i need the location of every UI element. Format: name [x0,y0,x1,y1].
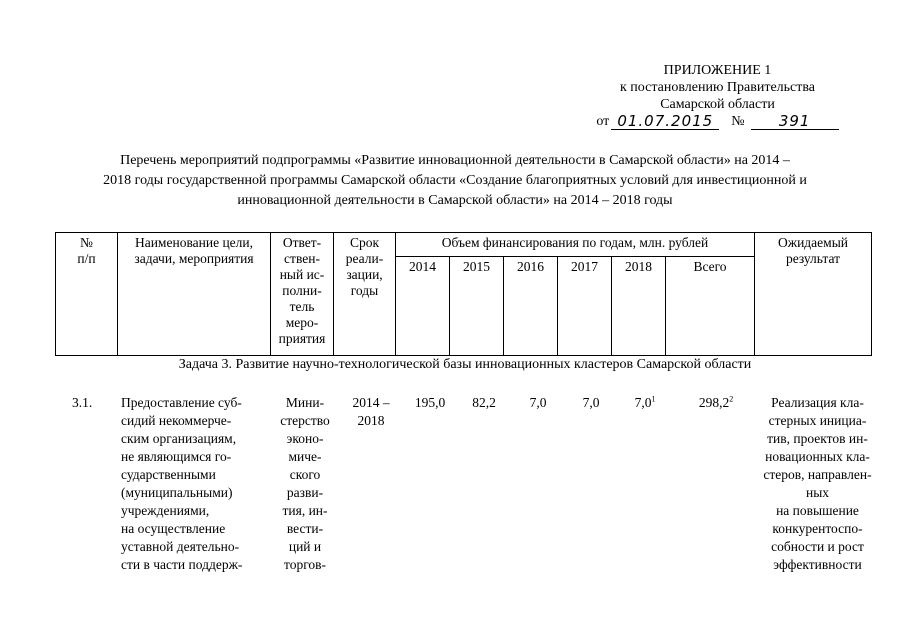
title-line-2: 2018 годы государственной программы Самарской области «Создание благоприятных условий для инвестиционной и [103,173,807,188]
row-value-total-text: 298,2 [698,395,730,410]
document-title [55,151,855,211]
row-value-2016: 7,0 [529,395,547,410]
year-2018-header: 2018 [612,257,666,356]
year-2015-header: 2015 [450,257,504,356]
row-value-2018-text: 7,0 [634,395,652,410]
row-value-2018 [620,394,670,412]
col-funding-header: Объем финансирования по годам, млн. рублей [396,233,755,257]
appendix-region: Самарской области [660,97,775,112]
row-executor: Мини- стерство эконо- миче- ского разви- тия, ин- вести- ций и торгов- [280,395,330,572]
title-line-1: Перечень мероприятий подпрограммы «Развитие инновационной деятельности в Самарской области» на 2014 – [120,153,790,168]
order-line [560,113,875,130]
footnote-1-marker: 1 [651,394,656,404]
appendix-block [560,62,875,130]
row-result: Реализация кла- стерных инициа- тив, проектов ин- новационных кла- стеров, направлен- ных на повышение конкурентоспо- собности и рост эффективности [763,395,872,572]
col-term-header: Срок реали- зации, годы [334,233,396,356]
number-label: № [731,114,745,129]
task-heading: Задача 3. Развитие научно-технологической базы инновационных кластеров Самарской области [178,357,752,372]
title-line-3: инновационной деятельности в Самарской области» на 2014 – 2018 годы [237,193,673,208]
appendix-title: ПРИЛОЖЕНИЕ 1 [663,63,772,78]
col-no-header: № п/п [56,233,118,356]
year-2017-header: 2017 [558,257,612,356]
row-term: 2014 – 2018 [352,395,390,428]
footnote-2-marker: 2 [729,394,734,404]
header-table [55,232,872,356]
col-name-header: Наименование цели, задачи, мероприятия [118,233,271,356]
total-header: Всего [666,257,755,356]
handwritten-date: 01.07.2015 [611,113,719,130]
col-executor-header: Ответ- ствен- ный ис- полни- тель меро- приятия [271,233,334,356]
row-value-2015: 82,2 [472,395,496,410]
year-2014-header: 2014 [396,257,450,356]
handwritten-number: 391 [751,113,839,130]
col-result-header: Ожидаемый результат [755,233,872,356]
appendix-resolution: к постановлению Правительства [619,80,816,95]
year-2016-header: 2016 [504,257,558,356]
row-value-total [680,394,752,412]
row-name: Предоставление суб- сидий некоммерче- ским организациям, не являющимся го- сударственными (муниципальными) учреждениями, на осуществление уставной деятельно- сти в части поддерж- [121,395,243,572]
from-label: от [596,114,610,129]
row-value-2014: 195,0 [414,395,446,410]
row-value-2017: 7,0 [582,395,600,410]
row-number: 3.1. [72,395,93,410]
